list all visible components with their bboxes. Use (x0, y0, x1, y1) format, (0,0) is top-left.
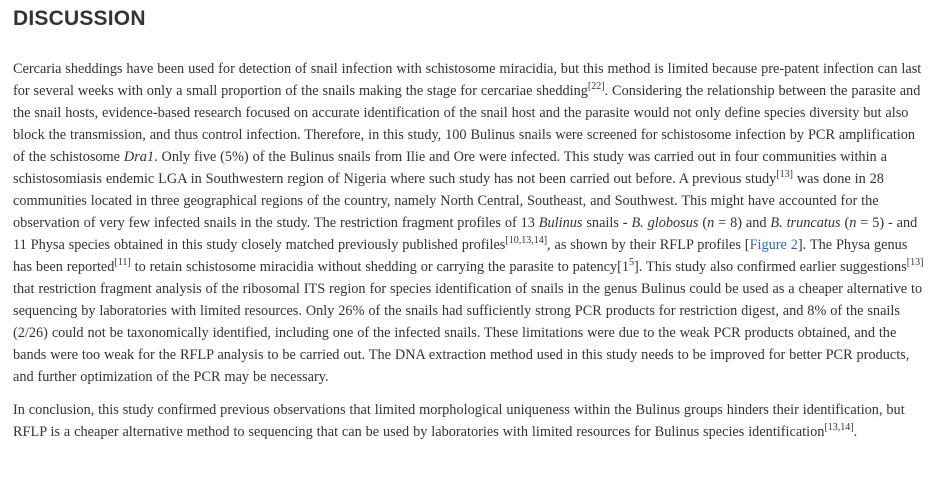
citation-13-14[interactable]: [13,14] (824, 422, 854, 433)
text-run: ]. The Physa genus has been reported (13, 237, 908, 275)
conclusion-paragraph (13, 399, 929, 443)
text-run: snails - (582, 215, 632, 231)
text-run: = 8) and (714, 215, 771, 231)
discussion-paragraph (13, 58, 929, 388)
citation-22[interactable]: [22] (587, 81, 605, 92)
text-run: Cercaria sheddings have been used for detection of snail infection with schistosome miracidia, but this method is limited because pre-patent infection can last for several weeks with only a small proportion of the snails making the stage for cercariae shedding (13, 61, 922, 99)
text-run: that restriction fragment analysis of the ribosomal ITS region for species identification of snails in the genus Bulinus could be used as a cheaper alternative to sequencing by laboratories with limited resources. Only 26% of the snails had sufficiently strong PCR products for restriction digest, and 8% of the snails (2/26) could not be taxonomically identified, including one of the infected snails. These limitations were due to the weak PCR products obtained, and the bands were too weak for the RFLP analysis to be carried out. The DNA extraction method used in this study needs to be improved for better PCR products, and further optimization of the PCR may be necessary. (13, 281, 923, 385)
sample-size-symbol: n (707, 215, 715, 231)
citation-10-13-14[interactable]: [10,13,14] (505, 235, 548, 246)
text-run: , as shown by their RFLP profiles [ (547, 237, 750, 253)
text-run: . Considering the relationship between the parasite and the snail hosts, evidence-based research focused on accurate identification of the snail host and the parasite would not only define species diversity but also block the transmission, and thus control infection. Therefore, in this study, 100 Bulinus snails were screened for schistosome infection by PCR amplification of the schistosome (13, 83, 921, 165)
citation-13[interactable]: [13] (776, 169, 793, 180)
species-name: B. truncatus (770, 215, 841, 231)
text-run: . (853, 424, 858, 440)
citation-11[interactable]: [11] (114, 257, 131, 268)
text-run: to retain schistosome miracidia without shedding or carrying the parasite to patency[1 (130, 259, 630, 275)
citation-13[interactable]: [13] (906, 257, 924, 268)
text-run: ( (840, 215, 850, 231)
text-run: = 5) - and 11 Physa species obtained in this study closely matched previously published profiles (13, 215, 918, 253)
gene-name: Dra1 (123, 149, 155, 165)
citation-15[interactable]: 5 (629, 257, 635, 268)
figure-2-link[interactable]: Figure 2 (749, 237, 798, 253)
species-name: B. globosus (631, 215, 699, 231)
section-heading: DISCUSSION (13, 7, 146, 30)
text-run: . Only five (5%) of the Bulinus snails from Ilie and Ore were infected. This study was carried out in four communities within a schistosomiasis endemic LGA in Southwestern region of Nigeria where such study has not been carried out before. A previous study (13, 149, 887, 187)
text-run: ( (698, 215, 708, 231)
text-run: ]. This study also confirmed earlier suggestions (634, 259, 907, 275)
text-run: was done in 28 communities located in three geographical regions of the country, namely North Central, Southeast, and Southwest. This might have accounted for the observation of very few infected snails in the study. The restriction fragment profiles of 13 (13, 171, 884, 231)
text-run: In conclusion, this study confirmed previous observations that limited morphological uniqueness within the Bulinus groups hinders their identification, but RFLP is a cheaper alternative method to sequencing that can be used by laboratories with limited resources for Bulinus species identification (13, 402, 905, 440)
genus-name: Bulinus (538, 215, 583, 231)
sample-size-symbol: n (849, 215, 857, 231)
